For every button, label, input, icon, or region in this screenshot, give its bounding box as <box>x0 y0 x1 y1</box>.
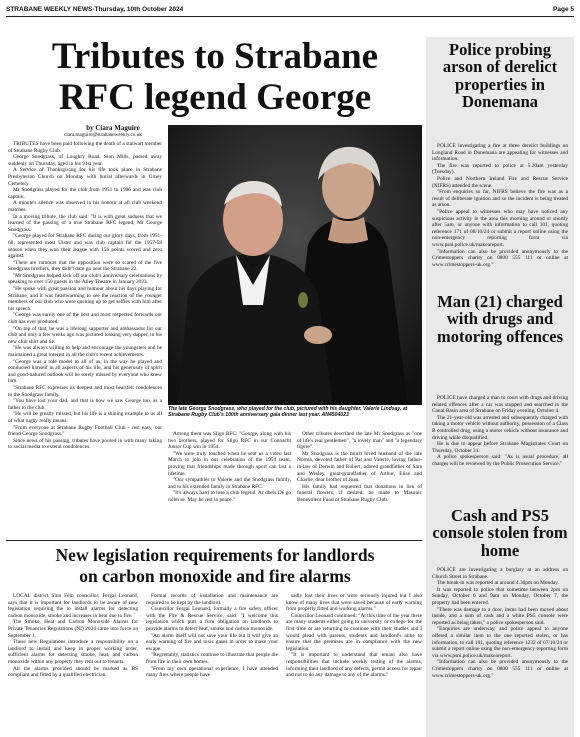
paragraph: His family had requested that donations in lieu of funeral flowers, if desired, be made to Masonic Benevolent Fund or Strabane Rugby Club. <box>297 483 422 503</box>
sidebar-story2-headline: Man (21) charged with drugs and motoring offences <box>436 292 563 346</box>
paragraph: "Enquiries are underway, and police appeal to anyone offered a similar item to the one reported stolen, or has information, to call 101, quoting reference 1232 of 07/10/24 or submit a report online using the non-emergency reporting form via www.psni.police.uk/makeareport. <box>432 626 568 659</box>
paragraph: "Information can also be provided anonymously to the Crimestoppers charity on 0800 555 111 or online at www.crimestoppers-uk.org." <box>432 248 568 268</box>
paragraph: It was reported to police that sometime between 2pm on Sunday, October 6 and 9am on Monday, October 7, the property had been entered. <box>432 586 568 606</box>
paragraph: The fire was reported to police at 5.20am yesterday (Tuesday). <box>432 162 568 176</box>
paragraph: LOCAL district Sinn Féin councillor, Fergal Leonard, says that it is important for landlords to be aware of new legislation requiring the to install alarms for detecting carbon monoxide, smoke and increases in heat due to fire. <box>8 593 138 619</box>
paragraph: He is due to appear before Strabane Magistrates Court on Thursday, October 31. <box>432 441 568 454</box>
paragraph: A Service of Thanksgiving for his life took place in Strabane Presbyterian Church on Monday with burial afterwards in Urney Cemetery. <box>8 167 162 187</box>
paragraph: Since news of his passing, tributes have poured in with many taking to social media to extend condolences. <box>8 437 162 451</box>
paragraph: "From enquiries so far, NIFRS believe the fire was as a result of deliberate ignition and so the incident is being treated as arson. <box>432 189 568 209</box>
byline: by Ciara Maguire <box>86 124 140 132</box>
paragraph: "From everyone at Strabane Rugby Football Club - rest easy, our friend George Snodgrass." <box>8 424 162 438</box>
paragraph: POLICE are investigating a burglary at an address on Church Street in Strabane. <box>432 567 568 580</box>
paragraph: POLICE have charged a man to court with drugs and driving related offences after a car was stopped and searched in the Canal Basin area of Strabane on Friday evening, October 4. <box>432 395 568 415</box>
paragraph: "He spoke with great passion and humour about his days playing for Strabane, and it was heartwarming to see the reaction of the younger members of our club who were queuing up to get selfies with him after his speech. <box>8 286 162 312</box>
header-date: STRABANE WEEKLY NEWS-Thursday, 10th October 2024 <box>6 5 184 13</box>
second-story-column-2 <box>146 593 278 735</box>
paragraph: "An alarm itself will not save your life but it will give an early warning of fire and toxic gases in order to make your escape. <box>146 632 278 652</box>
main-headline-line2: RFC legend George <box>58 77 372 118</box>
paragraph: "There are rumours that the opposition were so scared of the five Snodgrass brothers, they didn't dare go near the Strabane 22. <box>8 259 162 273</box>
section-rule <box>6 540 422 541</box>
second-story-column-3 <box>286 593 422 735</box>
paragraph: Among them was Sligo RFC: "George, along with his two brothers, played for Sligo RFC in our Connacht Junior Cup win in 1954. <box>168 431 291 451</box>
paragraph: "Police appeal to witnesses who may have noticed any suspicious activity in the area this morning around or shortly after 5am, or anyone with information to call 101, quoting reference 171 of 08/10/24 or submit a report online using the non-emergency reporting form via www.psni.police.uk/makeareport. <box>432 208 568 248</box>
paragraph: "George was surely one of the best and most respected forwards our club has ever produced. <box>8 312 162 326</box>
paragraph: A minute's silence was observed in his honour at all club weekend matches. <box>8 200 162 213</box>
second-headline-line1: New legislation requirements for landlords <box>55 545 375 565</box>
paragraph: "There was damage to a door, items had been moved about inside, and a sum of cash and a white PS5 console were reported as being taken," a police spokesperson said. <box>432 606 568 626</box>
page-number: Page 5 <box>553 5 574 13</box>
paragraph: sadly lost their lives or were seriously injured but I also know of many lives that were saved because of early warning from properly fitted and working alarms." <box>286 593 422 613</box>
paragraph: All the alarms provided should be marked as BS compliant and fitted by a qualified electrician. <box>8 665 138 679</box>
paragraph: "He was always willing to help and encourage the youngsters and he maintained a great interest in all the club's recent achievements. <box>8 345 162 358</box>
main-story-column-2 <box>168 431 291 535</box>
paragraph: "Regrettably, statistics continue to illustrate that people die from fire in their own homes. <box>146 652 278 665</box>
main-photo <box>168 125 422 405</box>
paragraph: Councillor Leonard continued: "At this time of the year there are many students either going to university or college for the first time or are returning to continue with their studies and I would plead with parents, students and landlord's alike to ensure that the premises are in compliance with the new legislation. <box>286 612 422 652</box>
paragraph: These new Regulations introduce a responsibility on a landlord to install and keep in proper working order, sufficient alarms for detecting smoke, heat, and carbon monoxide within any property they rent out to tenants. <box>8 639 138 665</box>
paragraph: "Our sympathies to Valerie and the Snodgrass family, and to his extended family in Strabane RFC. <box>168 477 291 490</box>
paragraph: "We were truly touched when he sent us a video last March to join in our celebration of the 1954 team, proving that friendships made through sport can last a lifetime. <box>168 450 291 477</box>
paragraph: "Information can also be provided anonymously to the Crimestoppers charity on 0800 555 111 or online at www.crimestoppers-uk.org." <box>432 659 568 679</box>
paragraph: TRIBUTES have been paid following the death of a stalwart member of Strabane Rugby Club. <box>8 141 162 154</box>
paragraph: POLICE investigating a fire at three derelict buildings on Longland Road in Donemana are appealing for witnesses and information. <box>432 143 568 163</box>
sidebar-story3-body <box>432 567 568 735</box>
paragraph: Councillor Fergal Leonard, formally a fire safety officer with the Fire & Rescue Service, said: "I welcome this legislation which puts a firm obligation on landlords to provide alarms to detect heat, smoke and carbon monoxide. <box>146 606 278 632</box>
paragraph: George Snodgrass, of Loughry Road, Sion Mills, passed away suddenly on Thursday, aged in his 91st year. <box>8 154 162 167</box>
paragraph: The Smoke, Heat and Carbon Monoxide Alarms for Private Tenancies Regulations (NI) 2024 came into force on September 1. <box>8 619 138 639</box>
second-story-column-1 <box>8 593 138 735</box>
paragraph: A police spokesperson said: "As is usual procedure, all charges will be reviewed by the Public Prosecution Service." <box>432 454 568 467</box>
paragraph: Formal records of installation and maintenance are required to be kept by the landlord. <box>146 593 278 606</box>
photo-caption: The late George Snodgrass, who played for the club, pictured with his daughter, Valerie Lindsay, at Strabane Rugby Club's 100th anniversary gala dinner last year. AN4504023 <box>168 406 408 419</box>
paragraph: Police and Northern Ireland Fire and Rescue Service (NIFRS) attended the scene. <box>432 175 568 189</box>
header-rule <box>6 16 574 17</box>
paragraph: "George was a role model to all of us, in the way he played and conducted himself in all aspects of his life, and his generosity of spirit and good-natured outlook will be sorely missed by everyone who knew him. <box>8 358 162 385</box>
paragraph: The break-in was reported at around 4.30pm on Monday. <box>437 580 559 587</box>
sidebar-story2-body <box>432 395 568 503</box>
sidebar-story3-headline: Cash and PS5 console stolen from home <box>432 506 568 560</box>
paragraph: "You have lost your dad, and that is how we saw George too, as a father to the club. <box>8 398 162 411</box>
main-story-column-3 <box>297 431 422 535</box>
paragraph: "He will be greatly missed, but his life is a shining example to us all of what rugby really means. <box>8 411 162 424</box>
paragraph: "Mr Snodgrass helped kick off our club's anniversary celebrations by speaking to over 150 guests in the Alley Theatre in January 2023. <box>8 272 162 286</box>
paragraph: Other tributes described the late Mr Snodgrass as "one of life's real gentlemen", "a lovely man" and "a legendary figure". <box>297 431 422 451</box>
page-header <box>6 3 574 15</box>
main-headline-line1: Tributes to Strabane <box>51 36 379 77</box>
byline-email: ciara.maguire@strabaneweekly.co.uk <box>64 132 142 138</box>
paragraph: "Strabane RFC expresses its deepest and most heartfelt condolences to the Snodgrass family. <box>8 384 162 398</box>
sidebar-story1-body <box>432 143 568 289</box>
paragraph: In a moving tribute, the club said: "It is with great sadness that we learned of the passing of a true Strabane RFC legend, Mr George Snodgrass. <box>8 213 162 233</box>
paragraph: "It's always hard to lose a club legend. Ar dheis Dé go raibh sé. May he rest in peace." <box>168 490 291 503</box>
sidebar-story1-headline: Police probing arson of derelict properties in Donemana <box>442 40 558 111</box>
paragraph: "George played for Strabane RFC during our glory days, from 1951-68, represented most Ulster and was club captain for the 1957-58 season when they won their league with 156 points scored and zero against. <box>8 233 162 260</box>
paragraph: "It is important to understand that tenant also have responsibilities that include weekly testing of the alarms, informing their landlord of any defects, permit access for repair and not to do any damage to any of the alarms." <box>286 652 422 679</box>
paragraph: Mr Snodgrass played for the club from 1951 to 1986 and was club captain. <box>8 187 162 200</box>
second-headline-line2: on carbon monoxide and fire alarms <box>79 566 351 586</box>
main-story-column-1 <box>8 141 162 533</box>
photo-illustration <box>168 125 422 405</box>
paragraph: "On top of that, he was a lifelong supporter and ambassador for our club and only a few weeks ago was pictured looking very dapper, in his new club shirt and tie. <box>8 325 162 345</box>
paragraph: The 21-year-old was arrested and subsequently charged with taking a motor vehicle without authority, possession of a Class B controlled drug, using a motor vehicle without insurance and driving while disqualified. <box>432 414 568 441</box>
paragraph: Mr Snodgrass is the much loved husband of the late Norma, devoted father of Pat and Valerie, loving father-in-law of Derwin and Robert, adored grandfather of Sara and Wesley, great-grandfather of Arthur, Elise and Charlie, dear brother of Joan. <box>297 450 422 484</box>
paragraph: "From my own operational experience, I have attended many fires where people have <box>146 665 278 679</box>
